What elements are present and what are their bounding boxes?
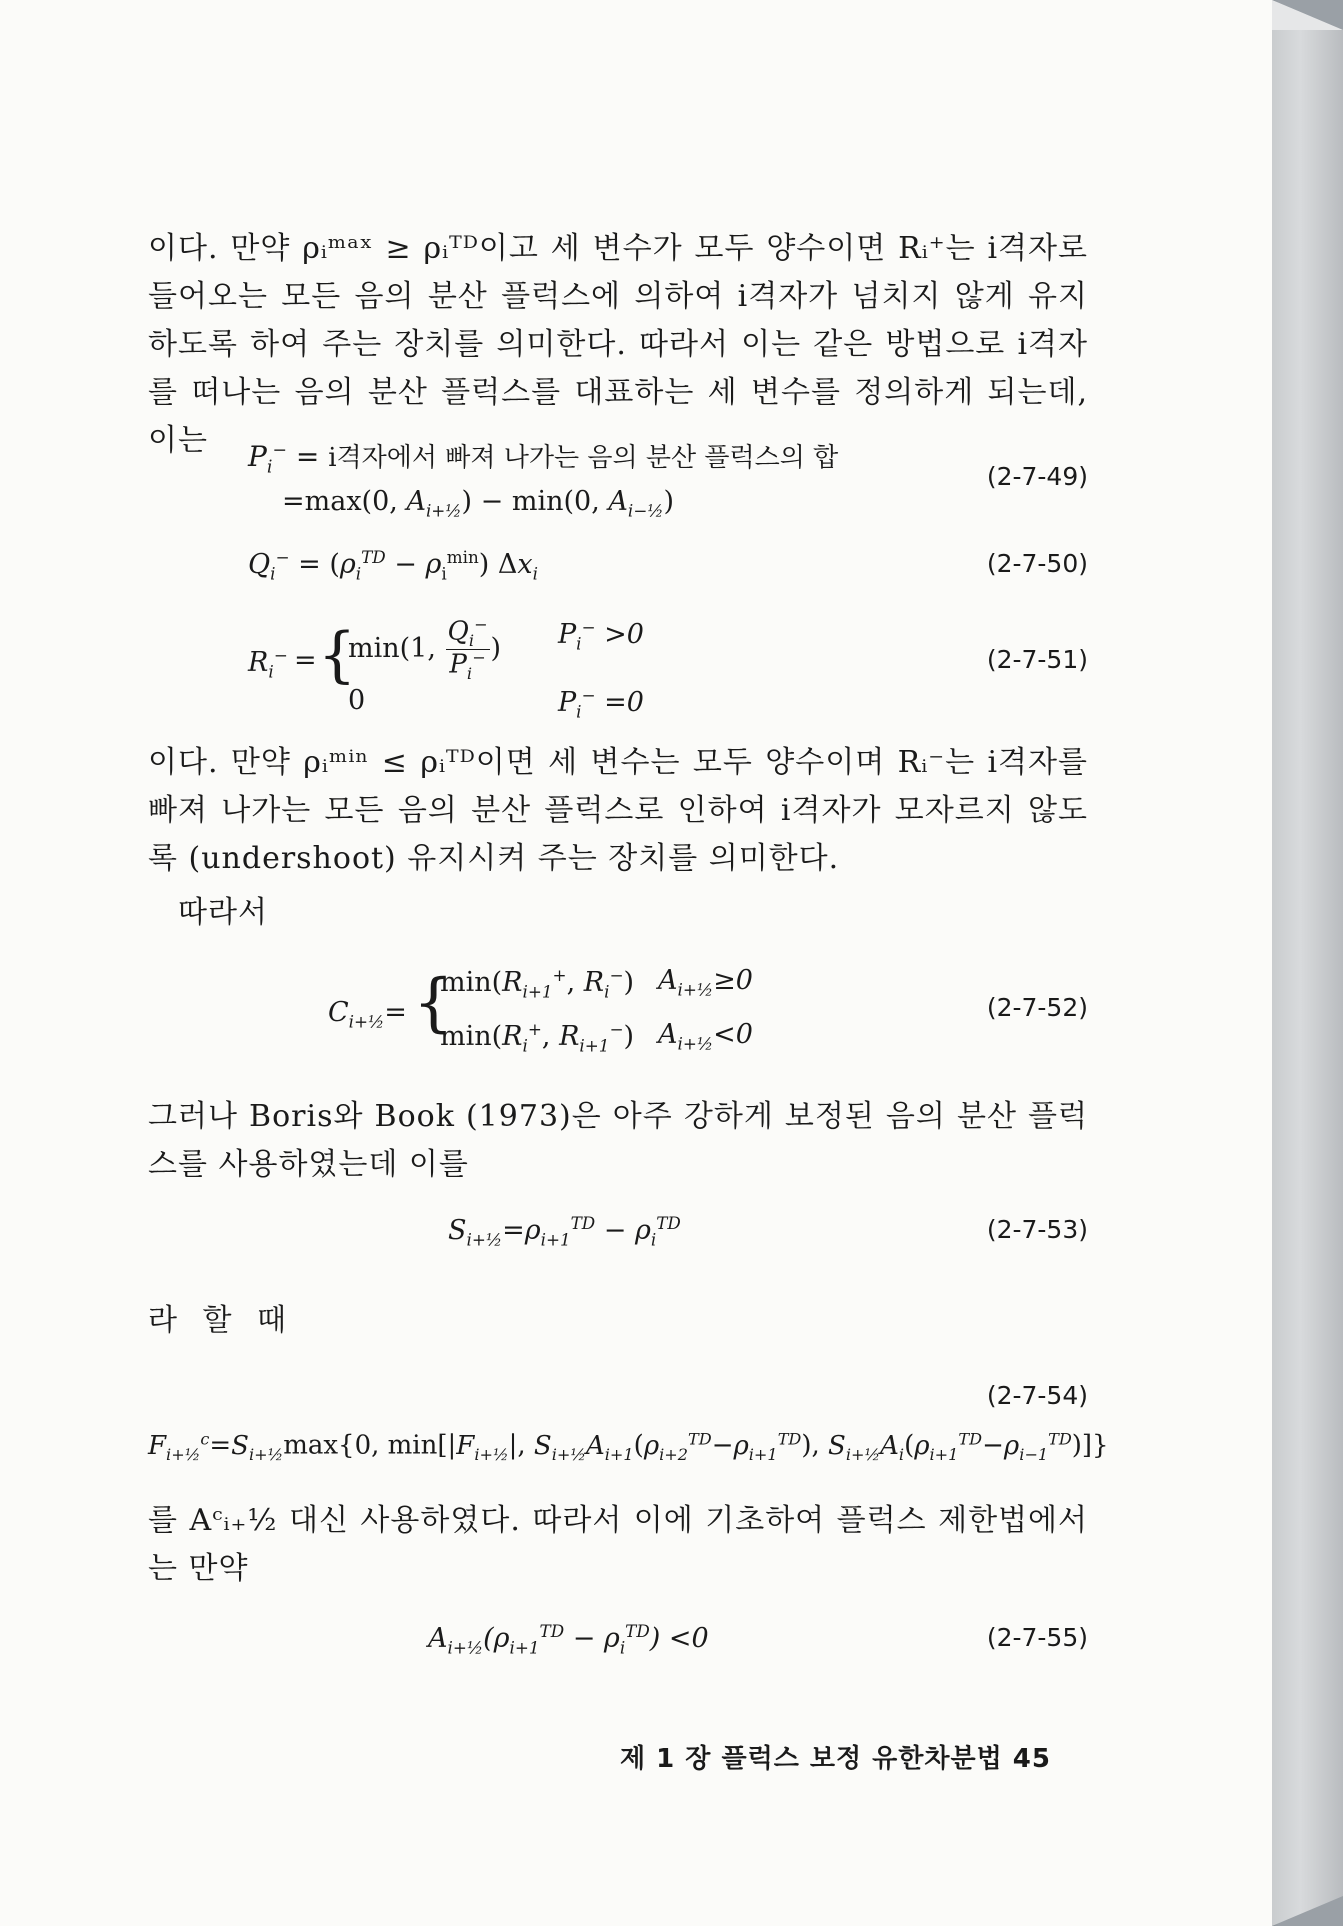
equation-2-7-53: $S_{i+\frac{1}{2}}=\rho_{i+1}^{TD} - \rho_i^{TD}$ (2-7-53)	[448, 1213, 1088, 1250]
book-spine-edge	[1272, 0, 1343, 1926]
page-footer: 제 1 장 플럭스 보정 유한차분법 45	[620, 1744, 1051, 1774]
equation-number: (2-7-50)	[986, 549, 1088, 578]
book-top-edge	[1272, 0, 1343, 30]
paragraph-1: 이다. 만약 ρᵢᵐᵃˣ ≥ ρᵢᵀᴰ이고 세 변수가 모두 양수이면 Rᵢ⁺는 i격자로 들어오는 모든 음의 분산 플럭스에 의하여 i격자가 넘치지 않게 유지하도록 하여 주는 장치를 의미한다. 따라서 이는 같은 방법으로 i격자를 떠나는 음의 분산 플럭스를 대표하는 세 변수를 정의하게 되는데, 이는	[148, 231, 1088, 458]
equation-text: i격자에서 빠져 나가는 음의 분산 플럭스의 합	[328, 443, 839, 473]
equation-2-7-52: $C_{i+\frac{1}{2}}=$ { $\min(R_{i+1}^+$, $R_i^-$) $\min(R_i^+$, $R_{i+1}^-$) $A_{i+\frac{1}{2}}\ge 0$ $A_{i+\frac{1}{2}}<0$ (2-7-52)	[328, 965, 1088, 1056]
paragraph-5: 라 할 때	[148, 1303, 295, 1338]
equation-number: (2-7-49)	[986, 462, 1088, 491]
equation-2-7-49: $P_i^- = i$격자에서 빠져 나가는 음의 분산 플럭스의 합 =max(0, $A_{i+\frac{1}{2}}) - \min(0$, $A_{i-\frac{1}{2}}$) (2-7-49)	[248, 440, 1088, 520]
paragraph-4: 그러나 Boris와 Book (1973)은 아주 강하게 보정된 음의 분산 플럭스를 사용하였는데 이를	[148, 1099, 1088, 1182]
equation-number: (2-7-51)	[986, 645, 1088, 674]
page-content	[148, 225, 1109, 1687]
paragraph-2: 이다. 만약 ρᵢᵐⁱⁿ ≤ ρᵢᵀᴰ이면 세 변수는 모두 양수이며 Rᵢ⁻는 i격자를 빠져 나가는 모든 음의 분산 플럭스로 인하여 i격자가 모자르지 않도록 (undershoot) 유지시켜 주는 장치를 의미한다.	[148, 745, 1088, 876]
paragraph-3: 따라서	[178, 895, 268, 930]
equation-number: (2-7-52)	[986, 993, 1088, 1022]
equation-2-7-54: (2-7-54) $F_{i+\frac{1}{2}}^c=S_{i+\frac{1}{2}}\max\{0$, $\min[|F_{i+\frac{1}{2}}|$, $S_{i+\frac{1}{2}}A_{i+1}(\rho_{i+2}^{TD}-\rho_{i+1}^{TD})$, $S_{i+\frac{1}{2}}A_i(\rho_{i+1}^{TD}-\rho_{i-1}^{TD})$]}	[148, 1381, 1109, 1464]
paragraph-6: 를 Aᶜᵢ₊½ 대신 사용하였다. 따라서 이에 기초하여 플럭스 제한법에서는 만약	[148, 1503, 1088, 1586]
equation-2-7-50: $Q_i^- = (\rho_i^{TD} - \rho_i^{min})$ $\Delta x_i$ (2-7-50)	[248, 547, 1088, 584]
equation-2-7-51: $R_i^-$ = { min(1, $\frac{Q_i^-}{P_i^-}$ ) 0 $P_i^- >0$ $P_i^- =0$ (2-7-51)	[248, 615, 1088, 722]
equation-number: (2-7-54)	[986, 1381, 1088, 1410]
equation-2-7-55: $A_{i+\frac{1}{2}}(\rho_{i+1}^{TD} - \rho_i^{TD}) <0$ (2-7-55)	[428, 1621, 1088, 1658]
equation-number: (2-7-53)	[986, 1215, 1088, 1244]
equation-number: (2-7-55)	[986, 1623, 1088, 1652]
